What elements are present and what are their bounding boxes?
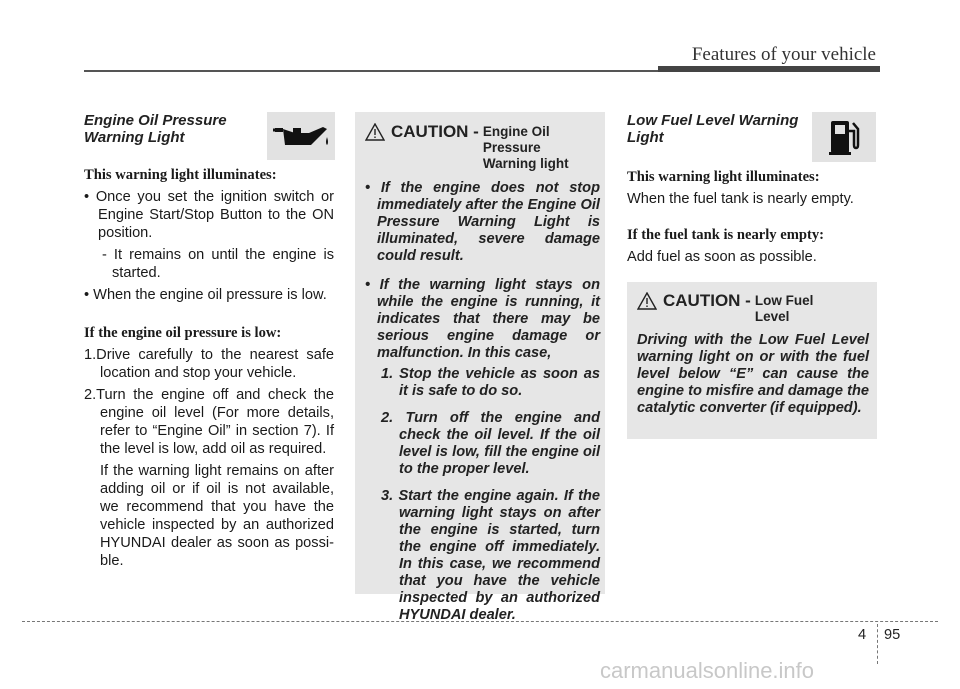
caution-label: CAUTION -	[391, 122, 479, 141]
caution-label: CAUTION -	[663, 291, 751, 310]
caution-low-fuel-subtitle-2: Level	[754, 309, 790, 324]
warning-triangle-icon	[365, 123, 385, 141]
caution-engine-oil-subtitle-2: Pressure	[482, 140, 541, 155]
watermark: carmanualsonline.info	[600, 658, 815, 683]
engine-oil-title-line2: Warning Light	[84, 129, 185, 146]
caution-engine-oil-subtitle-1: Engine Oil	[482, 124, 550, 139]
caution-low-fuel-header	[637, 291, 813, 325]
warning-triangle-icon	[637, 292, 657, 310]
engine-oil-step-1: 1.Drive carefully to the nearest safe location and stop your vehicle.	[84, 347, 334, 381]
caution-engine-oil-body	[365, 180, 600, 624]
header-rule-accent	[658, 66, 880, 72]
caution-low-fuel-text: Driving with the Low Fuel Level warning light on or with the fuel level below “E” can cause the engine to misfire and damage the catalytic converter (if equipped).	[637, 332, 869, 416]
caution-low-fuel-subtitle	[755, 293, 814, 325]
engine-oil-dash-1: - It remains on until the engine is started.	[102, 247, 334, 281]
caution-engine-oil-step-3: 3. Start the engine again. If the warning light stays on after the engine is started, turn the engine off immediately. In this case, we recommend that you have the vehicle inspected by an authorized HYUNDAI dealer.	[381, 488, 600, 623]
footer-page-number: 95	[884, 627, 901, 643]
caution-low-fuel-body	[637, 332, 869, 417]
header-title: Features of your vehicle	[691, 44, 876, 65]
engine-oil-bullet-1: • Once you set the ignition switch or Engine Start/Stop Button to the ON position.	[84, 189, 334, 241]
caution-engine-oil-subtitle-3: Warning light	[482, 156, 569, 171]
caution-engine-oil-step-1: 1. Stop the vehicle as soon as it is safe to do so.	[381, 366, 600, 399]
engine-oil-title-line1: Engine Oil Pressure	[84, 112, 227, 129]
oil-icon-box	[267, 112, 335, 160]
caution-low-fuel-subtitle-1: Low Fuel	[754, 293, 814, 308]
caution-engine-oil-header	[365, 122, 569, 172]
oil-can-icon	[271, 121, 331, 151]
fuel-icon-box	[812, 112, 876, 162]
engine-oil-low-heading: If the engine oil pressure is low:	[84, 325, 282, 341]
engine-oil-step-2: 2.Turn the engine off and check the engine oil level (For more details, refer to “Engine Oil” in section 7). If the level is low, add oil as required.	[84, 387, 334, 457]
engine-oil-bullet-2: • When the engine oil pressure is low.	[84, 287, 327, 303]
low-fuel-title-line2: Light	[627, 129, 664, 146]
caution-box-low-fuel	[627, 282, 877, 439]
caution-engine-oil-bullet-2: • If the warning light stays on while the engine is running, it indicates that there may be serious engine damage or malfunction. In this case,	[365, 277, 600, 361]
engine-oil-section	[84, 112, 334, 570]
footer-divider	[877, 624, 878, 664]
footer-section-number: 4	[858, 627, 867, 643]
low-fuel-illuminates-heading: This warning light illuminates:	[627, 169, 820, 185]
low-fuel-empty-text: Add fuel as soon as possible.	[627, 249, 817, 265]
engine-oil-step-2-continued: If the warning light remains on after adding oil or if oil is not available, we recommend that you have the vehicle inspected by an authorized HYUNDAI dealer as soon as possi-ble.	[100, 463, 334, 569]
caution-engine-oil-step-2: 2. Turn off the engine and check the oil level. If the oil level is low, fill the engine oil to the proper level.	[381, 410, 600, 477]
fuel-pump-icon	[827, 117, 861, 157]
caution-engine-oil-bullet-1: • If the engine does not stop immediately after the Engine Oil Pressure Warning Light is illuminated, severe damage could result.	[365, 180, 600, 264]
footer-rule	[22, 621, 938, 622]
caution-engine-oil-subtitle	[483, 124, 569, 172]
low-fuel-title-line1: Low Fuel Level Warning	[627, 112, 799, 129]
caution-box-engine-oil	[355, 112, 605, 623]
low-fuel-illuminates-text: When the fuel tank is nearly empty.	[627, 191, 854, 207]
engine-oil-illuminates-heading: This warning light illuminates:	[84, 167, 277, 183]
low-fuel-empty-heading: If the fuel tank is nearly empty:	[627, 227, 825, 243]
